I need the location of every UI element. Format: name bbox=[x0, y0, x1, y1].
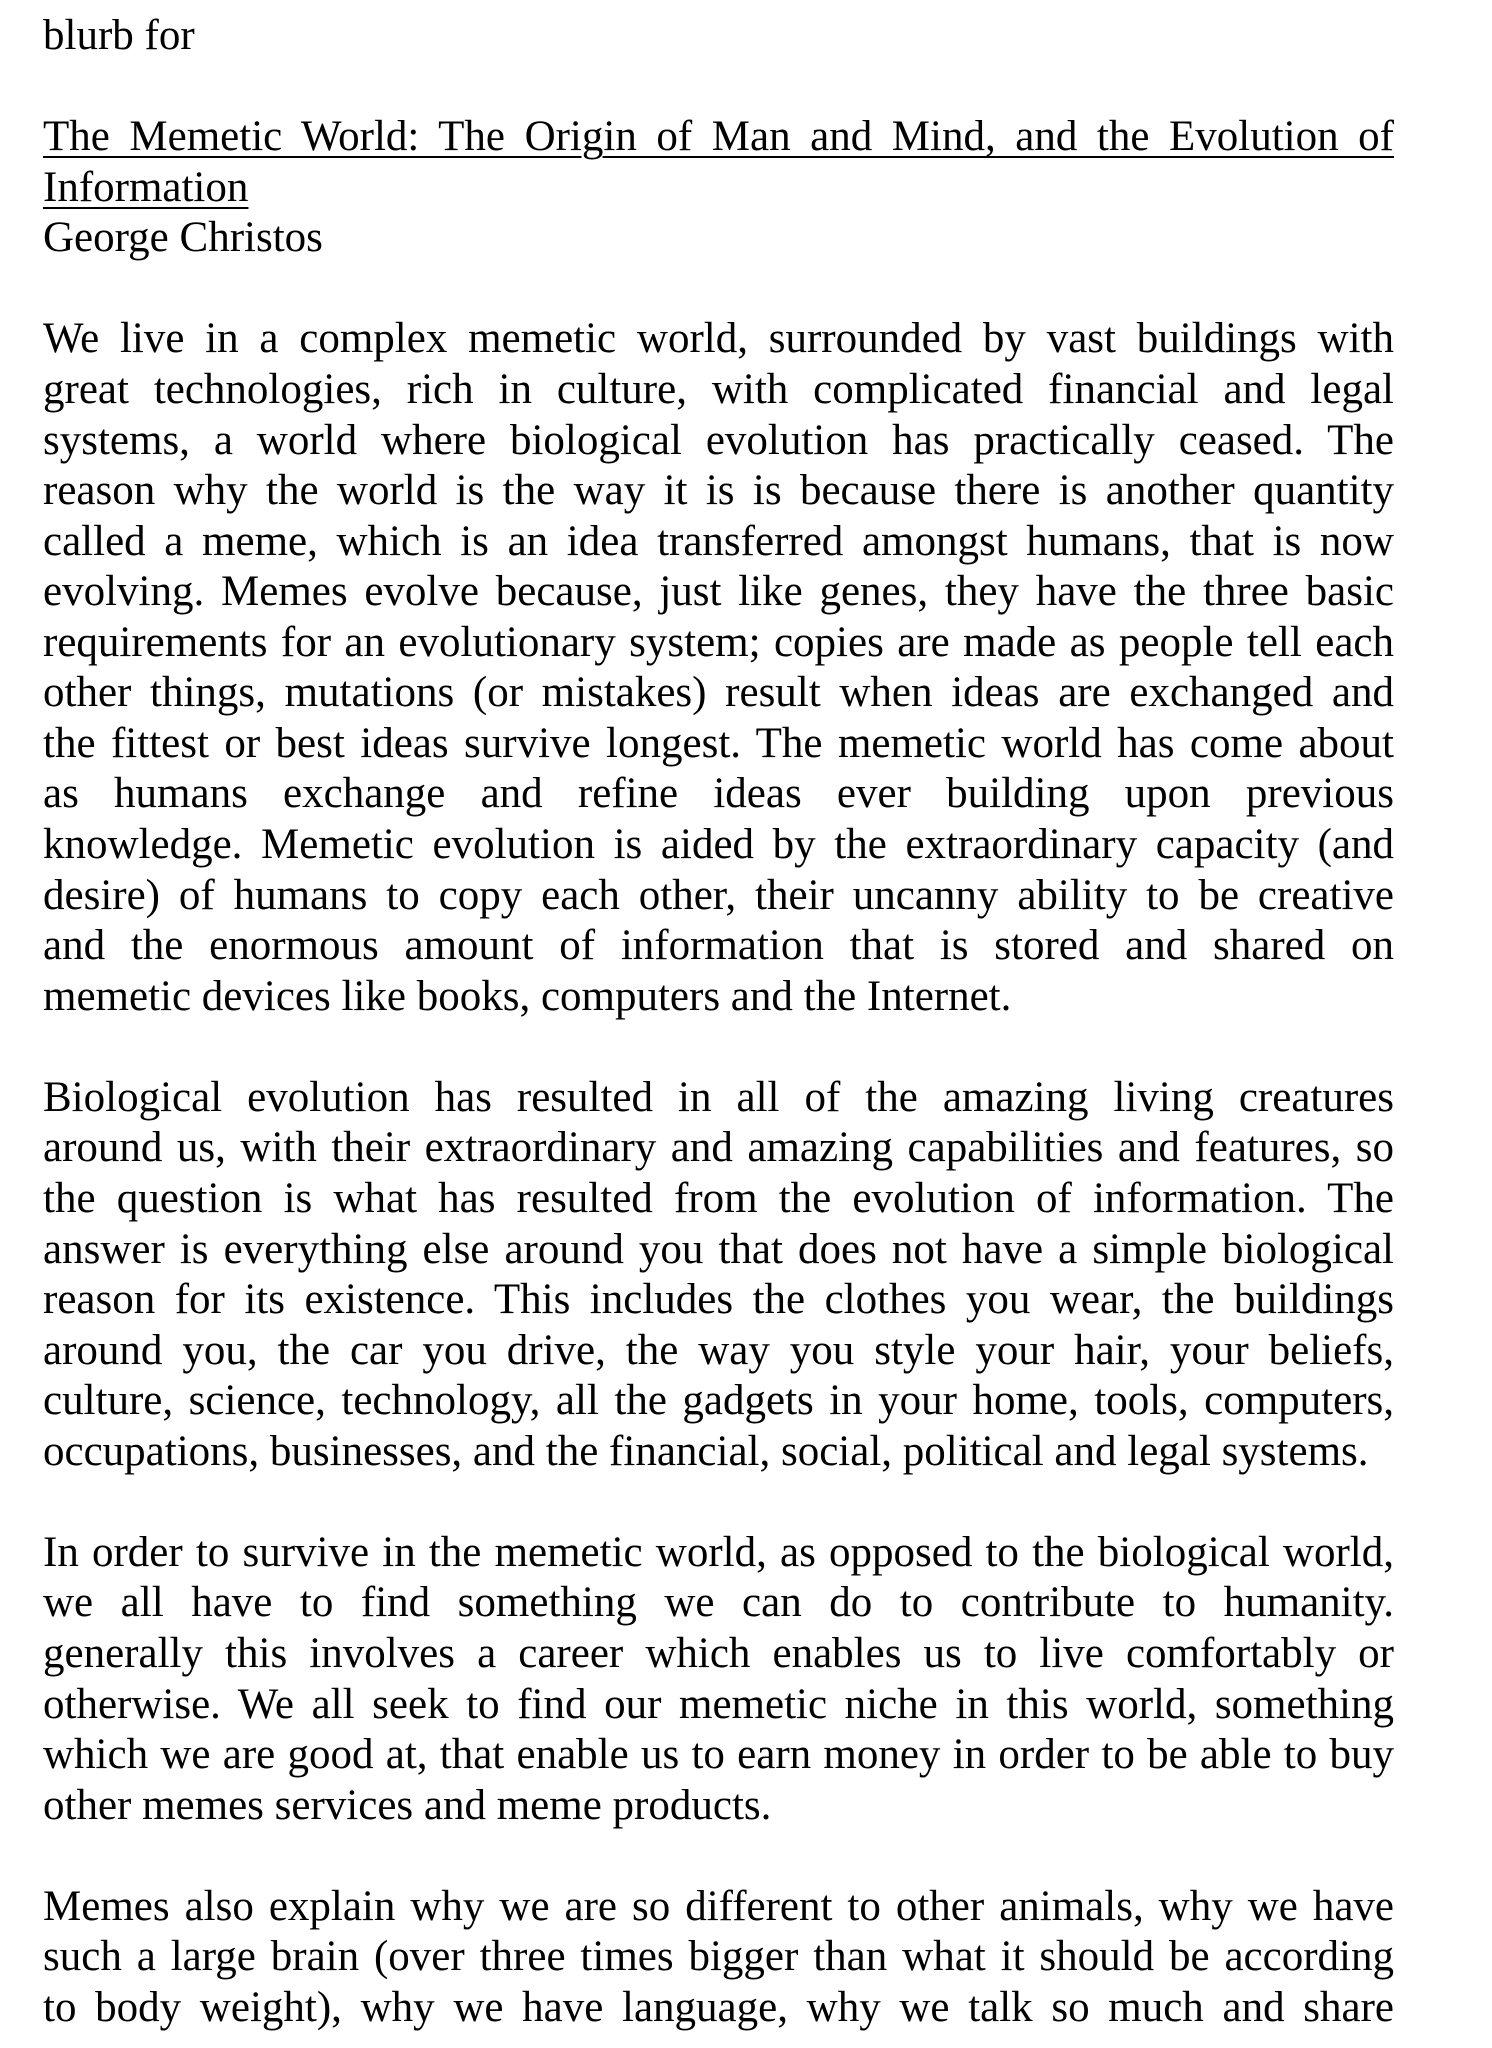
paragraph-line: Biological evolution has resulted in all of the amazing living creatures bbox=[43, 1073, 1394, 1121]
blurb-label: blurb for bbox=[43, 12, 195, 59]
paragraph-line: which we are good at, that enable us to earn money in order to be able to buy bbox=[43, 1731, 1394, 1779]
paragraph-3 bbox=[43, 1528, 1394, 1831]
paragraph-line: the fittest or best ideas survive longest. The memetic world has come about bbox=[43, 719, 1394, 767]
paragraph-line: the question is what has resulted from the evolution of information. The bbox=[43, 1174, 1394, 1222]
book-title-line-2-text: Information bbox=[43, 163, 249, 211]
paragraph-line: to body weight), why we have language, why we talk so much and share bbox=[43, 1983, 1394, 2031]
paragraph-line: answer is everything else around you that does not have a simple biological bbox=[43, 1225, 1394, 1273]
paragraph-line: great technologies, rich in culture, with complicated financial and legal bbox=[43, 365, 1394, 413]
blank-line bbox=[43, 1022, 1394, 1073]
paragraph-2 bbox=[43, 1073, 1394, 1478]
paragraph-line: memetic devices like books, computers and the Internet. bbox=[43, 972, 1012, 1020]
paragraph-line: reason why the world is the way it is is because there is another quantity bbox=[43, 467, 1394, 515]
paragraph-line: occupations, businesses, and the financial, social, political and legal systems. bbox=[43, 1427, 1369, 1475]
blank-line bbox=[43, 1477, 1394, 1528]
paragraph-line: desire) of humans to copy each other, their uncanny ability to be creative bbox=[43, 871, 1394, 919]
author-name: George Christos bbox=[43, 214, 323, 262]
paragraph-line: as humans exchange and refine ideas ever building upon previous bbox=[43, 770, 1394, 818]
paragraph-line: Memes also explain why we are so different to other animals, why we have bbox=[43, 1882, 1394, 1930]
paragraph-line: such a large brain (over three times bigger than what it should be according bbox=[43, 1933, 1394, 1981]
paragraph-line: otherwise. We all seek to find our memetic niche in this world, something bbox=[43, 1680, 1394, 1728]
paragraph-line: around you, the car you drive, the way you style your hair, your beliefs, bbox=[43, 1326, 1394, 1374]
paragraph-line: around us, with their extraordinary and amazing capabilities and features, so bbox=[43, 1124, 1394, 1172]
blank-line bbox=[43, 264, 1394, 315]
paragraph-line: generally this involves a career which enables us to live comfortably or bbox=[43, 1630, 1394, 1677]
paragraph-4 bbox=[43, 1882, 1394, 2034]
paragraph-line: culture, science, technology, all the gadgets in your home, tools, computers, bbox=[43, 1377, 1394, 1425]
paragraph-line: called a meme, which is an idea transferred amongst humans, that is now bbox=[43, 517, 1394, 565]
book-title-line-2 bbox=[43, 163, 1394, 214]
paragraph-line: evolving. Memes evolve because, just like genes, they have the three basic bbox=[43, 568, 1394, 616]
paragraph-line: other things, mutations (or mistakes) result when ideas are exchanged and bbox=[43, 669, 1394, 717]
paragraph-line: In order to survive in the memetic world, as opposed to the biological world, bbox=[43, 1528, 1394, 1576]
paragraph-line: systems, a world where biological evolution has practically ceased. The bbox=[43, 416, 1394, 464]
paragraph-line: we all have to find something we can do to contribute to humanity. bbox=[43, 1579, 1394, 1627]
document-page bbox=[43, 11, 1394, 2034]
book-title-line-1: The Memetic World: The Origin of Man and Mind, and the Evolution of bbox=[43, 113, 1394, 161]
paragraph-line: reason for its existence. This includes the clothes you wear, the buildings bbox=[43, 1276, 1394, 1324]
paragraph-line: requirements for an evolutionary system; copies are made as people tell each bbox=[43, 618, 1394, 666]
paragraph-1 bbox=[43, 314, 1394, 1022]
blank-line bbox=[43, 1831, 1394, 1882]
paragraph-line: knowledge. Memetic evolution is aided by the extraordinary capacity (and bbox=[43, 821, 1394, 868]
paragraph-line: other memes services and meme products. bbox=[43, 1781, 772, 1829]
blank-line bbox=[43, 62, 1394, 113]
paragraph-line: and the enormous amount of information that is stored and shared on bbox=[43, 922, 1394, 970]
paragraph-line: We live in a complex memetic world, surrounded by vast buildings with bbox=[43, 315, 1394, 363]
